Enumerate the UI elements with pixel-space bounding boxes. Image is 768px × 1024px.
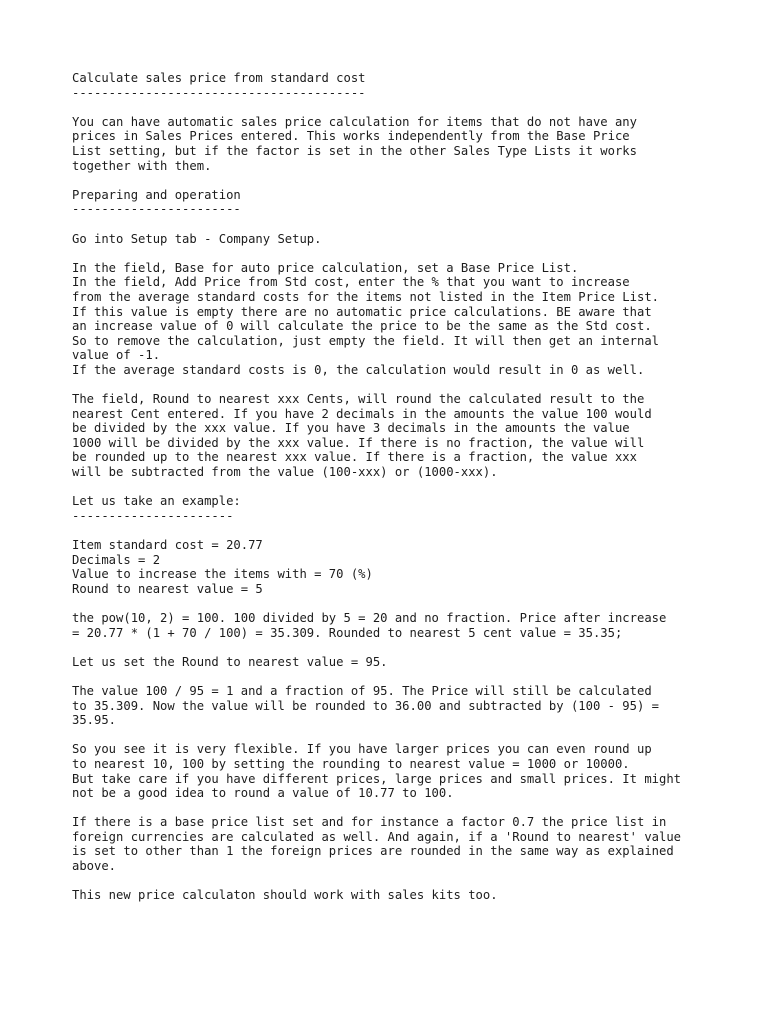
text-line: So to remove the calculation, just empty the field. It will then get an internal bbox=[72, 333, 659, 348]
text-line: will be subtracted from the value (100-xxx) or (1000-xxx). bbox=[72, 465, 498, 480]
text-line: Go into Setup tab - Company Setup. bbox=[72, 231, 322, 246]
text-line: 35.95. bbox=[72, 713, 117, 728]
text-line: If this value is empty there are no automatic price calculations. BE aware that bbox=[72, 304, 652, 319]
text-line: foreign currencies are calculated as well. And again, if a 'Round to nearest' value bbox=[72, 829, 682, 844]
text-line: be rounded up to the nearest xxx value. If there is a fraction, the value xxx bbox=[72, 450, 637, 465]
text-line: Let us set the Round to nearest value = 95. bbox=[72, 654, 388, 669]
text-line: nearest Cent entered. If you have 2 decimals in the amounts the value 100 would bbox=[72, 406, 652, 421]
text-line: So you see it is very flexible. If you have larger prices you can even round up bbox=[72, 742, 652, 757]
blank-line bbox=[72, 728, 732, 743]
blank-line bbox=[72, 173, 732, 188]
text-line: from the average standard costs for the items not listed in the Item Price List. bbox=[72, 289, 659, 304]
text-line: The field, Round to nearest xxx Cents, will round the calculated result to the bbox=[72, 392, 645, 407]
blank-line bbox=[72, 523, 732, 538]
text-line: value of -1. bbox=[72, 348, 161, 363]
text-line: to 35.309. Now the value will be rounded to 36.00 and subtracted by (100 - 95) = bbox=[72, 698, 659, 713]
blank-line bbox=[72, 669, 732, 684]
text-line: 1000 will be divided by the xxx value. If there is no fraction, the value will bbox=[72, 435, 645, 450]
text-line: not be a good idea to round a value of 10.77 to 100. bbox=[72, 786, 454, 801]
text-line: an increase value of 0 will calculate the price to be the same as the Std cost. bbox=[72, 319, 652, 334]
text-line: Round to nearest value = 5 bbox=[72, 581, 263, 596]
heading-underline: ---------------------- bbox=[72, 508, 234, 523]
text-line: You can have automatic sales price calculation for items that do not have any bbox=[72, 114, 637, 129]
text-line: The value 100 / 95 = 1 and a fraction of 95. The Price will still be calculated bbox=[72, 683, 652, 698]
text-line: prices in Sales Prices entered. This works independently from the Base Price bbox=[72, 129, 630, 144]
text-line: If the average standard costs is 0, the calculation would result in 0 as well. bbox=[72, 362, 645, 377]
heading-underline: ----------------------- bbox=[72, 202, 241, 217]
text-line: But take care if you have different prices, large prices and small prices. It might bbox=[72, 771, 682, 786]
text-line: is set to other than 1 the foreign prices are rounded in the same way as explained bbox=[72, 844, 674, 859]
text-line: Value to increase the items with = 70 (%) bbox=[72, 567, 373, 582]
heading-underline: ---------------------------------------- bbox=[72, 85, 366, 100]
text-line: In the field, Add Price from Std cost, enter the % that you want to increase bbox=[72, 275, 630, 290]
text-line: If there is a base price list set and for instance a factor 0.7 the price list in bbox=[72, 815, 667, 830]
text-line: the pow(10, 2) = 100. 100 divided by 5 = 20 and no fraction. Price after increase bbox=[72, 610, 667, 625]
document-text bbox=[72, 71, 732, 903]
text-line: In the field, Base for auto price calculation, set a Base Price List. bbox=[72, 260, 579, 275]
blank-line bbox=[72, 874, 732, 889]
blank-line bbox=[72, 217, 732, 232]
text-line: Item standard cost = 20.77 bbox=[72, 538, 263, 552]
blank-line bbox=[72, 640, 732, 655]
blank-line bbox=[72, 377, 732, 392]
blank-line bbox=[72, 596, 732, 611]
blank-line bbox=[72, 801, 732, 816]
text-line: Let us take an example: bbox=[72, 494, 241, 509]
text-line: to nearest 10, 100 by setting the rounding to nearest value = 1000 or 10000. bbox=[72, 756, 630, 771]
text-line: together with them. bbox=[72, 158, 212, 173]
text-line: above. bbox=[72, 859, 117, 874]
text-line: = 20.77 * (1 + 70 / 100) = 35.309. Rounded to nearest 5 cent value = 35.35; bbox=[72, 625, 623, 640]
text-line: be divided by the xxx value. If you have 3 decimals in the amounts the value bbox=[72, 421, 630, 436]
blank-line bbox=[72, 246, 732, 261]
blank-line bbox=[72, 480, 732, 495]
text-line: List setting, but if the factor is set in the other Sales Type Lists it works bbox=[72, 143, 637, 158]
text-line: Preparing and operation bbox=[72, 187, 241, 202]
blank-line bbox=[72, 100, 732, 115]
text-line: This new price calculaton should work with sales kits too. bbox=[72, 888, 498, 903]
text-line: Decimals = 2 bbox=[72, 552, 161, 567]
text-line: Calculate sales price from standard cost bbox=[72, 71, 366, 85]
